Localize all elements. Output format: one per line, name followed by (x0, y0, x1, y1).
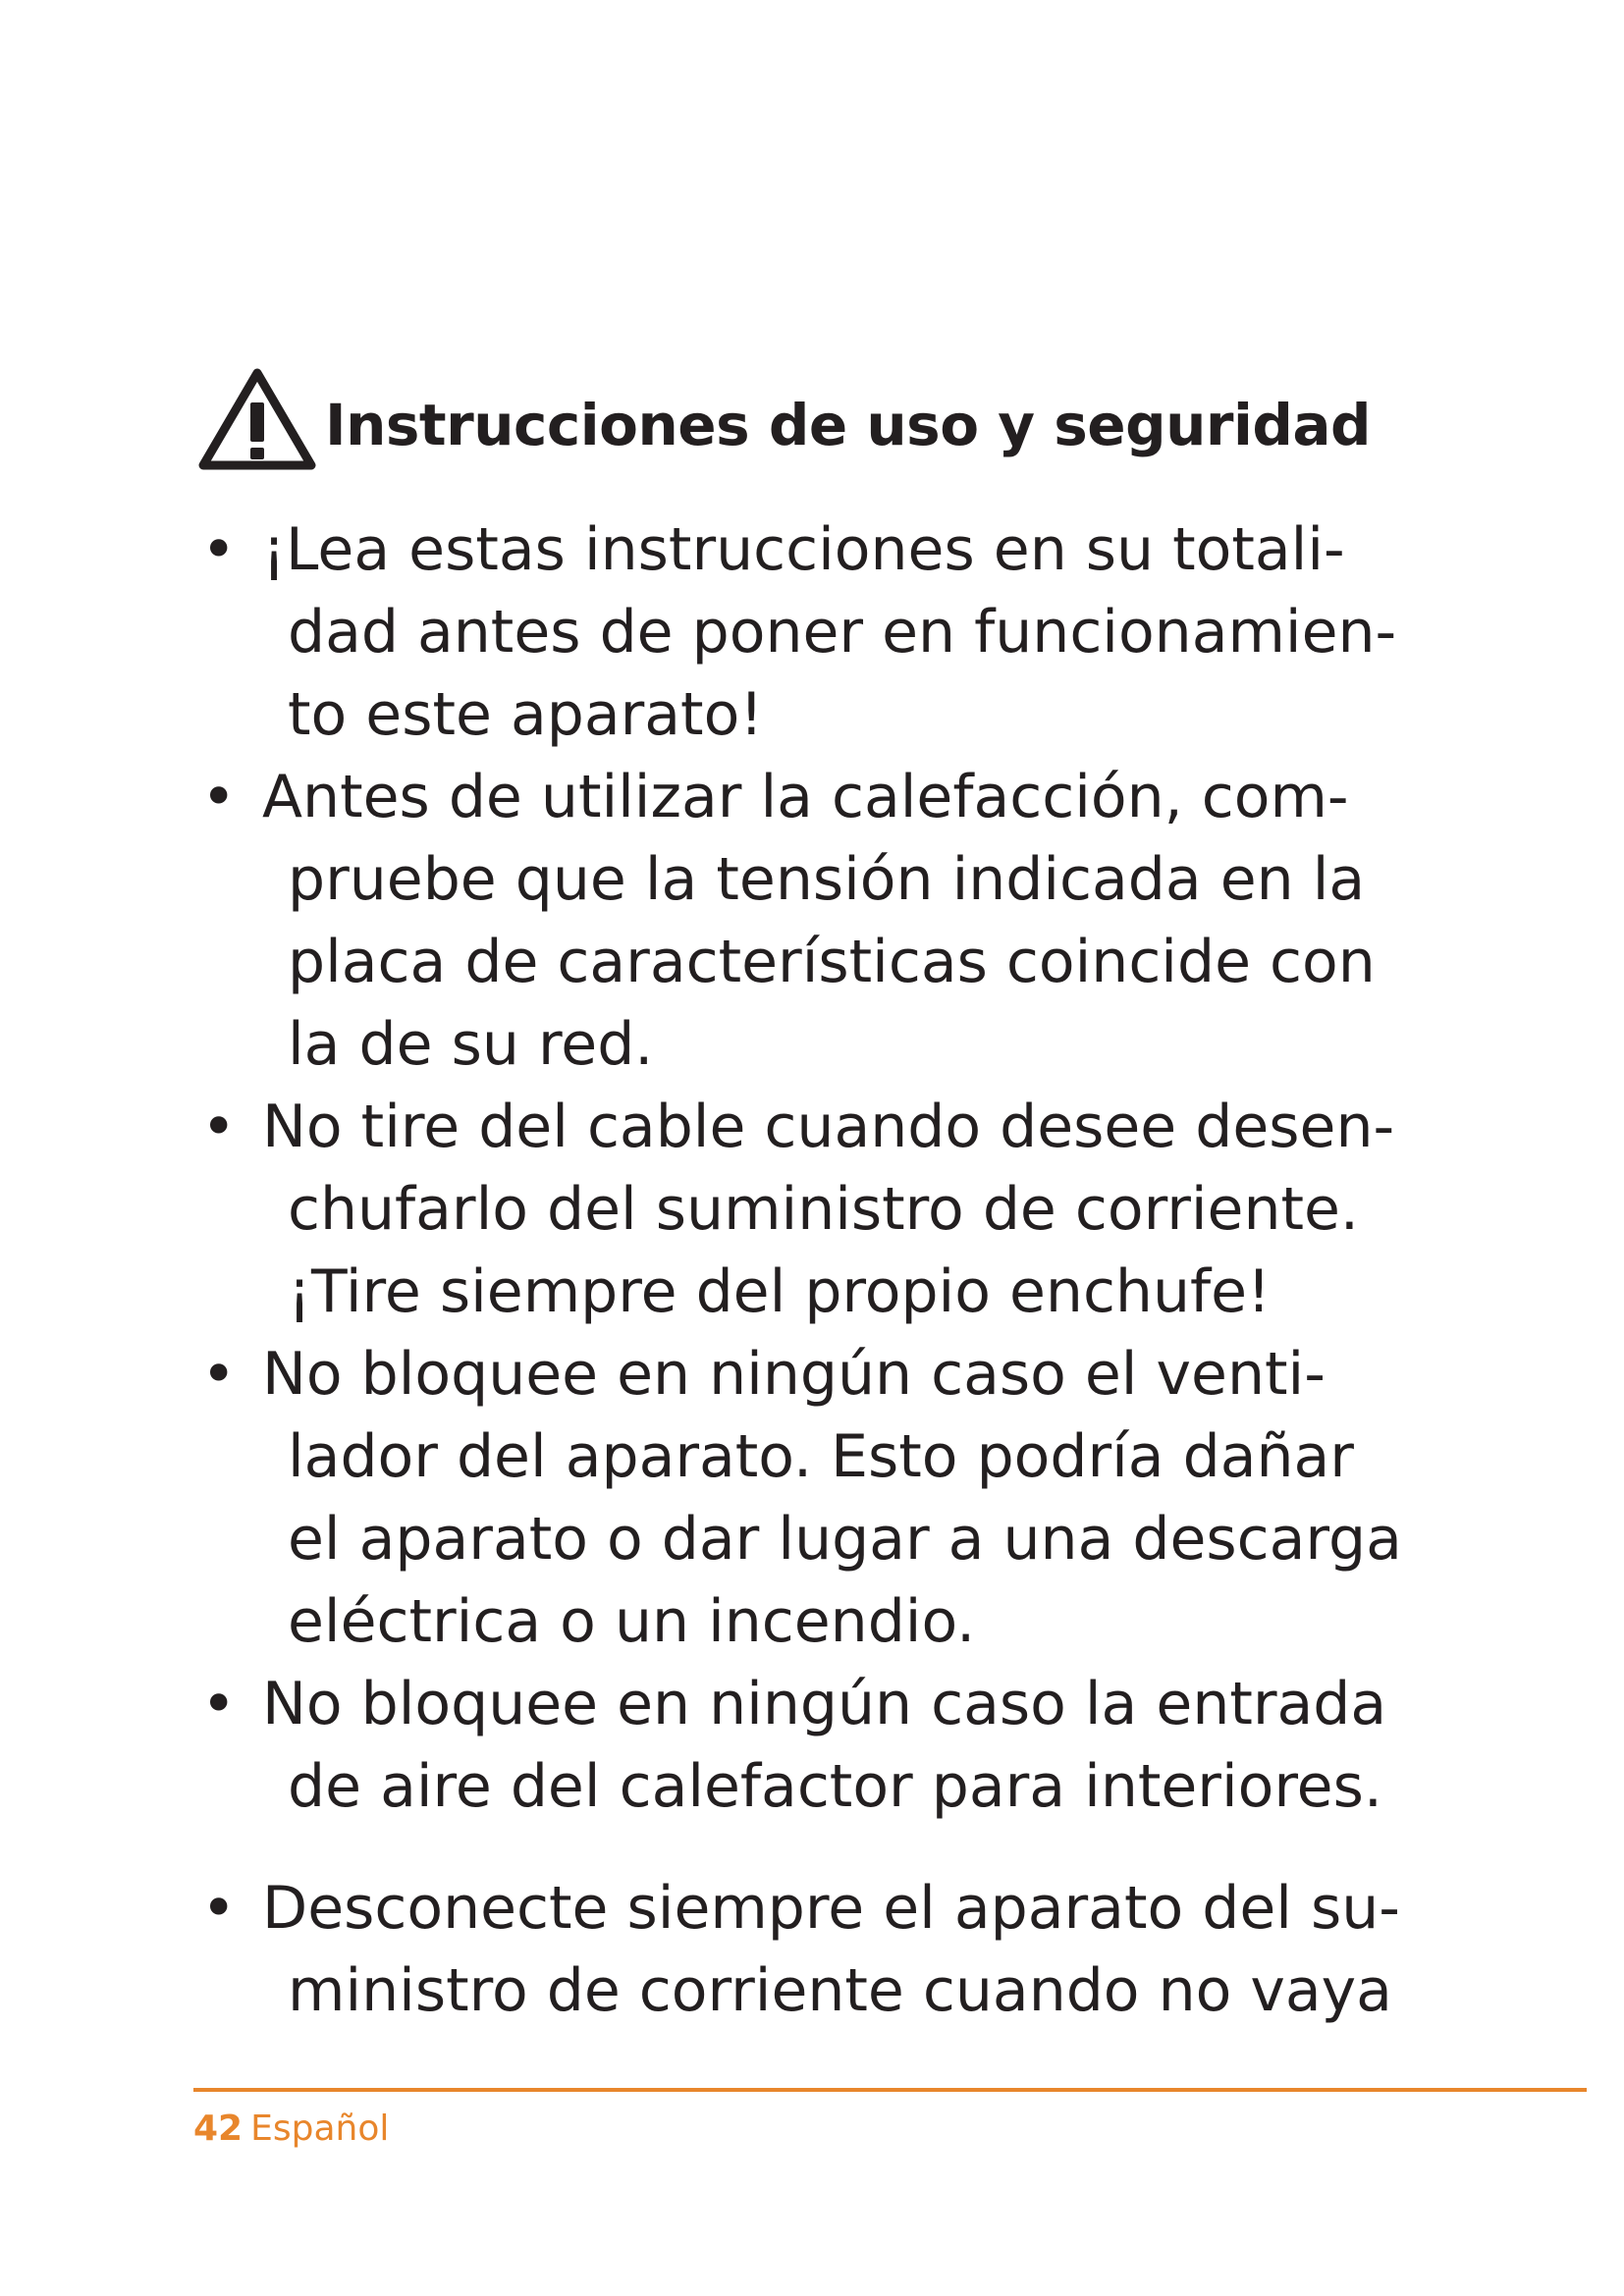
text-line: eléctrica o un incendio. (288, 1587, 976, 1656)
text-line: No tire del cable cuando desee desen- (262, 1093, 1395, 1161)
text-line: ¡Tire siempre del propio enchufe! (288, 1257, 1272, 1326)
text-line: placa de características coincide con (288, 928, 1376, 996)
list-spacer (193, 1828, 1421, 1867)
list-item (193, 1663, 1421, 1828)
text-line: to este aparato! (288, 680, 764, 749)
warning-triangle-icon (193, 363, 321, 477)
text-line: Desconecte siempre el aparato del su- (262, 1874, 1400, 1943)
text-line: el aparato o dar lugar a una descarga (288, 1505, 1402, 1574)
page-number: 42 (193, 2109, 244, 2149)
list-item-text (262, 508, 1421, 756)
text-line: chufarlo del suministro de corriente. (288, 1175, 1359, 1244)
text-line: de aire del calefactor para interiores. (288, 1752, 1382, 1821)
text-line: pruebe que la tensión indicada en la (288, 845, 1366, 914)
list-item (193, 1086, 1421, 1333)
text-line: dad antes de poner en funcionamien- (288, 598, 1397, 667)
section-header (193, 363, 1371, 477)
list-item (193, 1867, 1421, 2032)
footer-language: Español (250, 2109, 390, 2149)
text-line: la de su red. (288, 1010, 654, 1079)
list-item-text (262, 1086, 1421, 1333)
text-line: No bloquee en ningún caso el venti- (262, 1340, 1326, 1409)
bullet: • (201, 515, 237, 584)
section-title: Instrucciones de uso y seguridad (325, 392, 1372, 458)
bullet: • (201, 1874, 237, 1943)
list-item-text (262, 1867, 1421, 2032)
text-line: No bloquee en ningún caso la entrada (262, 1670, 1387, 1738)
list-item-text (262, 1333, 1421, 1663)
list-item (193, 756, 1421, 1086)
list-item (193, 508, 1421, 756)
text-line: ¡Lea estas instrucciones en su totali- (262, 515, 1345, 584)
footer-divider (193, 2088, 1587, 2092)
text-line: ministro de corriente cuando no vaya (288, 1956, 1392, 2025)
list-item (193, 1333, 1421, 1663)
bullet: • (201, 1340, 237, 1409)
list-item-text (262, 756, 1421, 1086)
list-item-text (262, 1663, 1421, 1828)
text-line: Antes de utilizar la calefacción, com- (262, 763, 1349, 831)
safety-instructions-list (193, 508, 1421, 2032)
bullet: • (201, 1670, 237, 1738)
page-footer (193, 2109, 389, 2149)
bullet: • (201, 763, 237, 831)
bullet: • (201, 1093, 237, 1161)
text-line: lador del aparato. Esto podría dañar (288, 1422, 1354, 1491)
